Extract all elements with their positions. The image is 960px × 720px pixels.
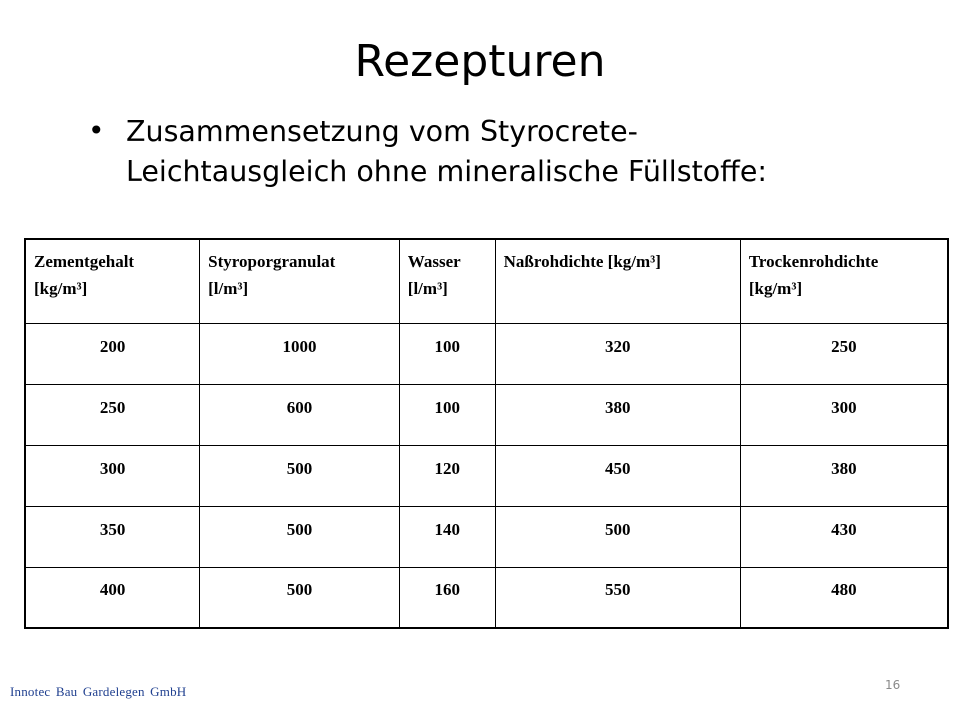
- table-row: [25, 445, 948, 506]
- table-cell: 400: [25, 567, 200, 628]
- table-cell: 250: [25, 384, 200, 445]
- column-header-styroporgranulat: [200, 239, 400, 323]
- bullet-text-line: Leichtausgleich ohne mineralische Füllstoffe:: [126, 155, 767, 188]
- table-cell: 1000: [200, 323, 400, 384]
- column-header-wasser: [399, 239, 495, 323]
- table-row: [25, 567, 948, 628]
- table-cell: 100: [399, 384, 495, 445]
- table-cell: 600: [200, 384, 400, 445]
- table-cell: 380: [740, 445, 948, 506]
- table-cell: 480: [740, 567, 948, 628]
- bullet-icon: •: [88, 114, 105, 147]
- column-header-line: [l/m³]: [208, 279, 249, 298]
- table-cell: 160: [399, 567, 495, 628]
- recipe-table: [24, 238, 949, 629]
- table-cell: 380: [495, 384, 740, 445]
- column-header-zementgehalt: [25, 239, 200, 323]
- table-row: [25, 506, 948, 567]
- column-header-line: [l/m³]: [407, 279, 448, 298]
- table-cell: 350: [25, 506, 200, 567]
- page-number: 16: [885, 678, 901, 692]
- column-header-line: Naßrohdichte [kg/m³]: [503, 252, 661, 271]
- table-cell: 200: [25, 323, 200, 384]
- table-cell: 430: [740, 506, 948, 567]
- table-cell: 250: [740, 323, 948, 384]
- table-cell: 500: [200, 445, 400, 506]
- table-cell: 500: [200, 506, 400, 567]
- table-cell: 500: [200, 567, 400, 628]
- column-header-nassrohdichte: [495, 239, 740, 323]
- table-cell: 320: [495, 323, 740, 384]
- bullet-text: [126, 112, 866, 192]
- table-cell: 100: [399, 323, 495, 384]
- column-header-line: Wasser: [407, 252, 461, 271]
- column-header-line: [kg/m³]: [34, 279, 88, 298]
- table-cell: 450: [495, 445, 740, 506]
- column-header-line: Trockenrohdichte: [748, 252, 879, 271]
- table-cell: 300: [740, 384, 948, 445]
- table-row: [25, 384, 948, 445]
- table-cell: 300: [25, 445, 200, 506]
- table-header-row: [25, 239, 948, 323]
- column-header-line: Styroporgranulat: [208, 252, 336, 271]
- table-cell: 140: [399, 506, 495, 567]
- column-header-line: [kg/m³]: [748, 279, 803, 298]
- slide-title: Rezepturen: [354, 36, 606, 87]
- column-header-line: Zementgehalt: [34, 252, 135, 271]
- table-cell: 500: [495, 506, 740, 567]
- table-cell: 550: [495, 567, 740, 628]
- footer-company-name: Innotec Bau Gardelegen GmbH: [10, 684, 187, 699]
- table-row: [25, 323, 948, 384]
- column-header-trockenrohdichte: [740, 239, 948, 323]
- bullet-text-line: Zusammensetzung vom Styrocrete-: [126, 115, 638, 148]
- table-cell: 120: [399, 445, 495, 506]
